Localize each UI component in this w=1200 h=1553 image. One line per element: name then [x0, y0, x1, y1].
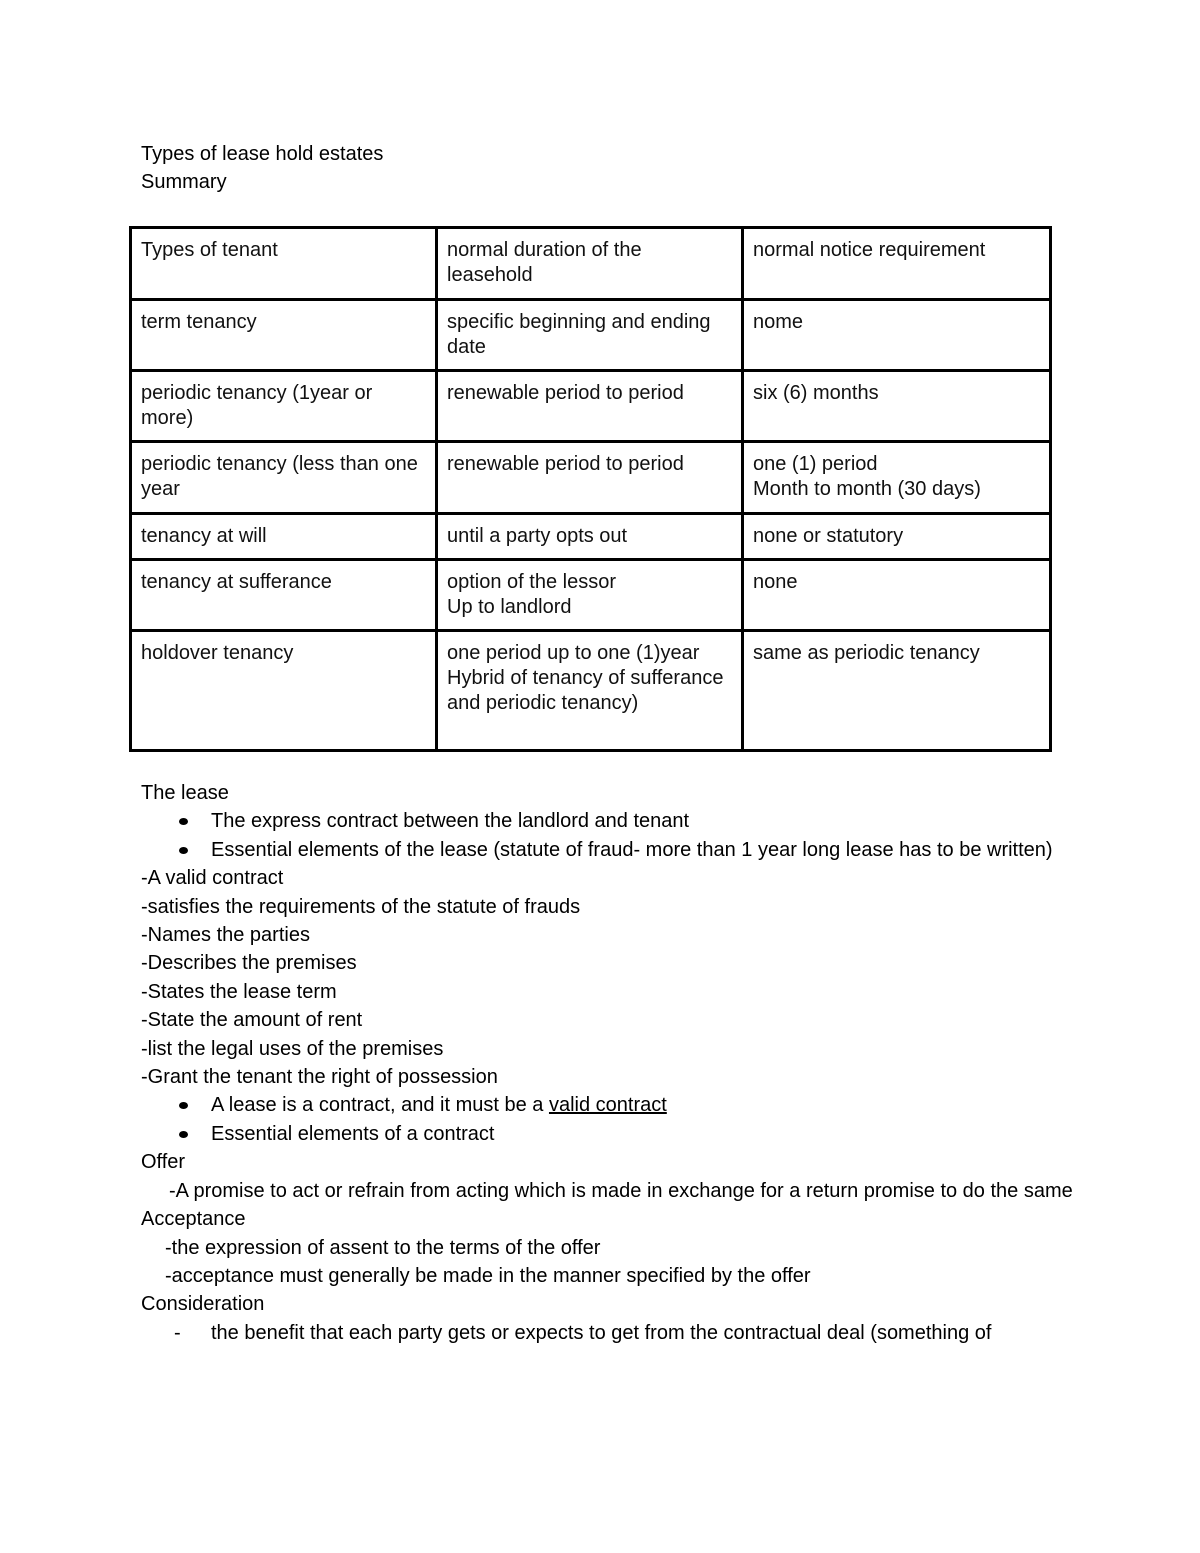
table-row — [131, 560, 1051, 631]
cell-line: Hybrid of tenancy of sufferance and periodic tenancy) — [447, 667, 724, 714]
dash-marker: - — [174, 1321, 181, 1344]
offer-definition-text: -A promise to act or refrain from acting which is made in exchange for a return promise to do the same — [169, 1179, 1073, 1202]
notice-cell — [743, 300, 1051, 371]
notes-body — [141, 779, 1071, 1347]
cell-line: Month to month (30 days) — [753, 478, 981, 500]
cell-line: none or statutory — [753, 525, 904, 547]
cell-line: one period up to one (1)year — [447, 642, 700, 664]
table-row — [131, 514, 1051, 560]
cell-line: until a party opts out — [447, 525, 628, 547]
table-row — [131, 300, 1051, 371]
tenant-type-cell: periodic tenancy (1year or more) — [131, 371, 437, 442]
duration-cell — [437, 560, 743, 631]
table-row — [131, 442, 1051, 514]
list-item — [141, 807, 1071, 835]
cell-line: specific beginning and ending date — [447, 311, 711, 358]
notice-cell — [743, 442, 1051, 514]
offer-definition — [141, 1177, 1071, 1205]
notice-cell — [743, 514, 1051, 560]
notice-cell — [743, 560, 1051, 631]
element-line: -States the lease term — [141, 980, 337, 1003]
list-item — [141, 1120, 1071, 1148]
list-item — [141, 1091, 1071, 1119]
cell-line: renewable period to period — [447, 453, 684, 475]
header-cell: normal notice requirement — [743, 228, 1051, 300]
table-row — [131, 631, 1051, 751]
cell-line: same as periodic tenancy — [753, 642, 980, 664]
list-item — [141, 1319, 1071, 1347]
tenant-type-cell: tenancy at sufferance — [131, 560, 437, 631]
consideration-heading: Consideration — [141, 1293, 265, 1316]
tenant-type-cell: holdover tenancy — [131, 631, 437, 751]
element-line: -satisfies the requirements of the statute of frauds — [141, 895, 581, 918]
cell-line: option of the lessor — [447, 571, 616, 593]
element-line: -Names the parties — [141, 924, 310, 947]
cell-line: renewable period to period — [447, 382, 684, 404]
list-item-text: Essential elements of a contract — [211, 1122, 495, 1145]
duration-cell — [437, 514, 743, 560]
consideration-definition: the benefit that each party gets or expects to get from the contractual deal (something of — [211, 1321, 992, 1344]
header-cell: normal duration of the leasehold — [437, 228, 743, 300]
table-row — [131, 371, 1051, 442]
list-item-text: The express contract between the landlord and tenant — [211, 810, 690, 833]
lease-heading: The lease — [141, 782, 229, 804]
cell-line: one (1) period — [753, 453, 878, 475]
valid-contract-link[interactable]: valid contract — [548, 1094, 667, 1117]
duration-cell — [437, 442, 743, 514]
bullet-icon — [179, 847, 188, 854]
document-subtitle: Summary — [141, 171, 227, 193]
duration-cell — [437, 300, 743, 371]
header-cell: Types of tenant — [131, 228, 437, 300]
list-item — [141, 836, 1071, 864]
cell-line: six (6) months — [753, 382, 879, 404]
element-line: -Describes the premises — [141, 952, 357, 975]
bullet-icon — [179, 818, 188, 825]
document-title: Types of lease hold estates — [141, 143, 384, 165]
offer-heading: Offer — [141, 1151, 186, 1174]
list-item-text: Essential elements of the lease (statute of fraud- more than 1 year long lease has to be written) — [211, 838, 1053, 861]
list-item-text: A lease is a contract, and it must be a — [211, 1094, 549, 1117]
element-line: -list the legal uses of the premises — [141, 1037, 444, 1060]
bullet-icon — [179, 1102, 188, 1109]
acceptance-line: -acceptance must generally be made in the manner specified by the offer — [165, 1264, 811, 1287]
lease-types-table — [129, 226, 1052, 752]
cell-line: none — [753, 571, 798, 593]
tenant-type-cell: term tenancy — [131, 300, 437, 371]
cell-line: nome — [753, 311, 804, 333]
duration-cell — [437, 371, 743, 442]
notice-cell — [743, 371, 1051, 442]
cell-line: Up to landlord — [447, 596, 572, 618]
duration-cell — [437, 631, 743, 751]
element-line: -Grant the tenant the right of possession — [141, 1066, 498, 1089]
bullet-icon — [179, 1131, 188, 1138]
tenant-type-cell: periodic tenancy (less than one year — [131, 442, 437, 514]
notice-cell — [743, 631, 1051, 751]
acceptance-line: -the expression of assent to the terms of the offer — [165, 1236, 601, 1259]
element-line: -State the amount of rent — [141, 1009, 363, 1032]
acceptance-heading: Acceptance — [141, 1208, 246, 1231]
element-line: -A valid contract — [141, 867, 284, 890]
tenant-type-cell: tenancy at will — [131, 514, 437, 560]
table-header-row — [131, 228, 1051, 300]
